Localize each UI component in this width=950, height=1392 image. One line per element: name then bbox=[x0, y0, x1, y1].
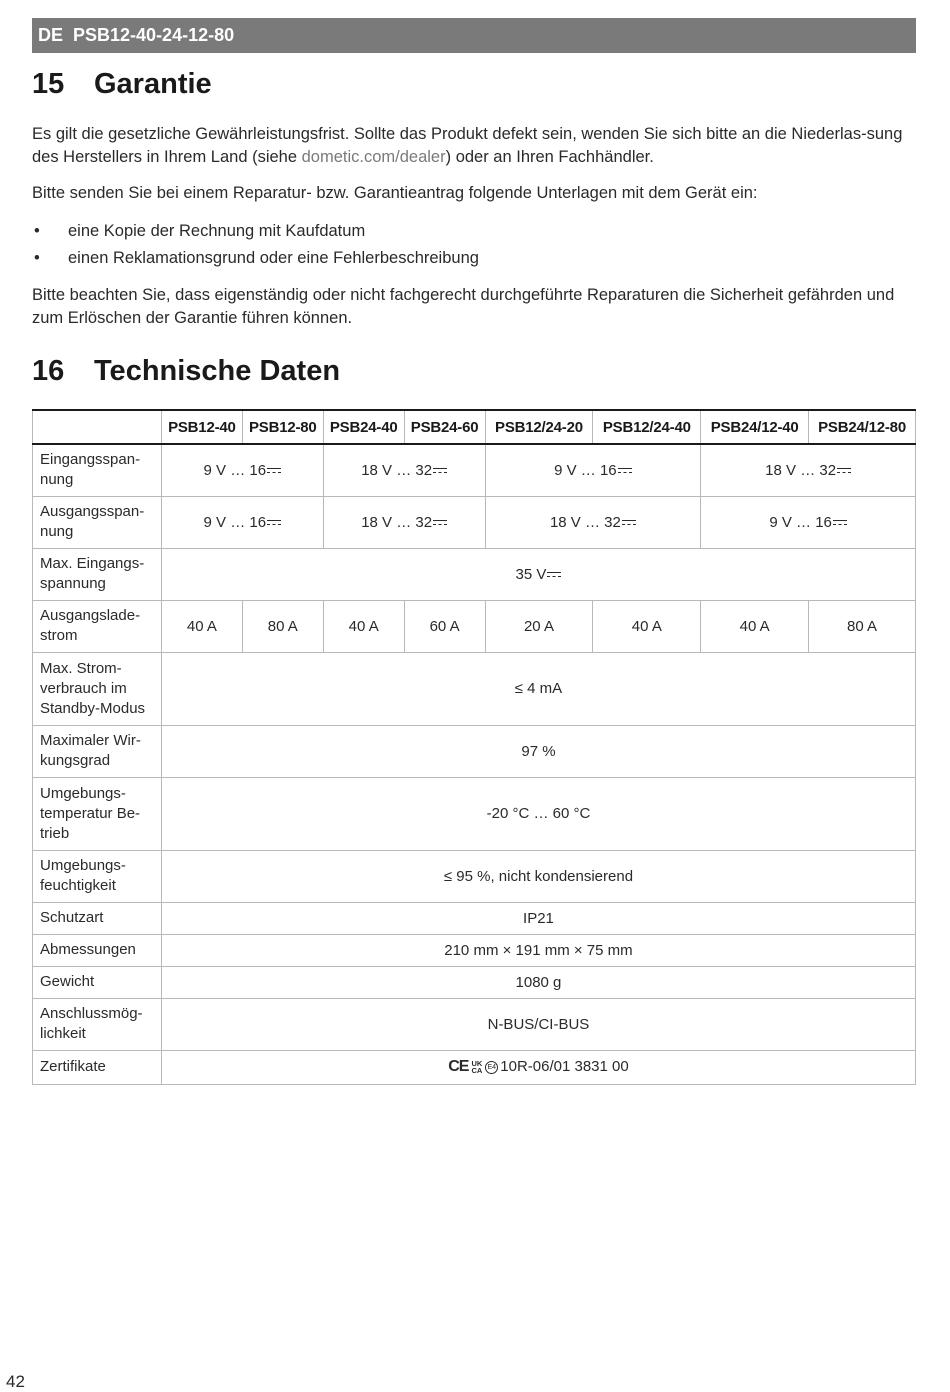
table-row bbox=[33, 444, 916, 496]
table-cell: 80 A bbox=[809, 600, 916, 652]
column-header: PSB12-40 bbox=[161, 410, 242, 444]
cell-value: 9 V … 16 bbox=[203, 461, 267, 479]
certification-marks bbox=[448, 1058, 498, 1076]
table-corner-cell bbox=[33, 410, 162, 444]
document-header-bar bbox=[32, 18, 916, 53]
list-item-text: einen Reklamationsgrund oder eine Fehlerbeschreibung bbox=[68, 249, 479, 267]
cell-value: 9 V … 16 bbox=[203, 513, 267, 531]
column-header: PSB24-60 bbox=[404, 410, 485, 444]
list-item bbox=[32, 220, 479, 247]
bullet-icon: • bbox=[34, 249, 40, 267]
table-row bbox=[33, 496, 916, 548]
certificate-number: 10R-06/01 3831 00 bbox=[500, 1057, 629, 1075]
language-code: DE bbox=[38, 25, 64, 45]
dc-symbol-icon bbox=[267, 467, 281, 475]
section-title: Garantie bbox=[94, 68, 212, 100]
column-header: PSB12/24-40 bbox=[593, 410, 701, 444]
row-label: Abmessungen bbox=[33, 934, 162, 966]
section-title: Technische Daten bbox=[94, 355, 341, 387]
dealer-link[interactable]: dometic.com/dealer bbox=[301, 148, 446, 166]
table-cell bbox=[161, 444, 323, 496]
row-label: Maximaler Wir-kungsgrad bbox=[33, 725, 162, 777]
table-cell: 40 A bbox=[161, 600, 242, 652]
table-header-row bbox=[33, 410, 916, 444]
dc-symbol-icon bbox=[433, 467, 447, 475]
warranty-paragraph-3: Bitte beachten Sie, dass eigenständig oder nicht fachgerecht durchgeführte Reparaturen die Sicherheit gefährden und zum Erlöschen der Garantie führen können. bbox=[32, 286, 895, 327]
table-row bbox=[33, 934, 916, 966]
table-cell bbox=[323, 444, 485, 496]
section-number: 16 bbox=[32, 355, 65, 387]
cell-value: 9 V … 16 bbox=[554, 461, 617, 479]
column-header: PSB24-40 bbox=[323, 410, 404, 444]
row-label: Gewicht bbox=[33, 966, 162, 998]
ukca-bottom: CA bbox=[471, 1066, 483, 1076]
bullet-icon: • bbox=[34, 222, 40, 240]
table-cell: 40 A bbox=[323, 600, 404, 652]
table-cell: 97 % bbox=[161, 725, 915, 777]
list-item bbox=[32, 247, 479, 274]
table-cell: 80 A bbox=[242, 600, 323, 652]
cell-value: 18 V … 32 bbox=[765, 461, 837, 479]
table-cell bbox=[485, 444, 701, 496]
cell-value: 18 V … 32 bbox=[361, 461, 433, 479]
table-cell: -20 °C … 60 °C bbox=[161, 777, 915, 850]
list-item-text: eine Kopie der Rechnung mit Kaufdatum bbox=[68, 222, 366, 240]
row-label: Ausgangslade-strom bbox=[33, 600, 162, 652]
table-cell bbox=[161, 548, 915, 600]
model-name: PSB12-40-24-12-80 bbox=[73, 25, 235, 45]
warranty-text-before-link: Es gilt die gesetzliche Gewährleistungsfrist. Sollte das Produkt defekt sein, wenden Sie sich bitte an die Niederlas-sung des Herstellers in Ihrem Land (siehe bbox=[32, 125, 903, 166]
table-row bbox=[33, 998, 916, 1050]
table-cell: 40 A bbox=[701, 600, 809, 652]
table-cell bbox=[161, 496, 323, 548]
warranty-paragraph-2: Bitte senden Sie bei einem Reparatur- bzw. Garantieantrag folgende Unterlagen mit dem Gerät ein: bbox=[32, 184, 758, 202]
dc-symbol-icon bbox=[837, 467, 851, 475]
row-label: Schutzart bbox=[33, 902, 162, 934]
warranty-paragraph-1 bbox=[32, 123, 912, 169]
table-cell bbox=[701, 444, 916, 496]
row-label: Eingangsspan-nung bbox=[33, 444, 162, 496]
dc-symbol-icon bbox=[267, 519, 281, 527]
ce-mark-icon: CE bbox=[448, 1058, 469, 1076]
cell-value: 18 V … 32 bbox=[549, 513, 621, 531]
table-row bbox=[33, 966, 916, 998]
table-cell bbox=[323, 496, 485, 548]
dc-symbol-icon bbox=[433, 519, 447, 527]
table-row bbox=[33, 652, 916, 725]
table-row bbox=[33, 548, 916, 600]
cell-value: 18 V … 32 bbox=[361, 513, 433, 531]
row-label: Anschlussmög-lichkeit bbox=[33, 998, 162, 1050]
page-number: 42 bbox=[6, 1372, 25, 1391]
dc-symbol-icon bbox=[833, 519, 847, 527]
table-cell: 210 mm × 191 mm × 75 mm bbox=[161, 934, 915, 966]
section-number: 15 bbox=[32, 68, 65, 100]
cell-value: 35 V bbox=[515, 565, 547, 583]
table-cell bbox=[701, 496, 916, 548]
row-label: Umgebungs-temperatur Be-trieb bbox=[33, 777, 162, 850]
cell-value: 9 V … 16 bbox=[769, 513, 832, 531]
dc-symbol-icon bbox=[547, 571, 561, 579]
row-label: Umgebungs-feuchtigkeit bbox=[33, 850, 162, 902]
row-label: Ausgangsspan-nung bbox=[33, 496, 162, 548]
column-header: PSB24/12-40 bbox=[701, 410, 809, 444]
row-label: Max. Eingangs-spannung bbox=[33, 548, 162, 600]
column-header: PSB12-80 bbox=[242, 410, 323, 444]
table-cell: ≤ 95 %, nicht kondensierend bbox=[161, 850, 915, 902]
table-cell bbox=[161, 1050, 915, 1084]
table-row bbox=[33, 850, 916, 902]
section-heading-technical-data bbox=[32, 355, 340, 388]
table-cell: 20 A bbox=[485, 600, 593, 652]
technical-data-table bbox=[32, 409, 916, 1085]
table-cell: 1080 g bbox=[161, 966, 915, 998]
dc-symbol-icon bbox=[618, 467, 632, 475]
column-header: PSB24/12-80 bbox=[809, 410, 916, 444]
row-label: Zertifikate bbox=[33, 1050, 162, 1084]
ukca-mark-icon bbox=[471, 1060, 482, 1074]
e-mark-icon: E4 bbox=[485, 1061, 498, 1074]
table-cell: IP21 bbox=[161, 902, 915, 934]
table-cell: 60 A bbox=[404, 600, 485, 652]
warranty-text-after-link: ) oder an Ihren Fachhändler. bbox=[445, 148, 654, 166]
table-row bbox=[33, 777, 916, 850]
dc-symbol-icon bbox=[622, 519, 636, 527]
table-row bbox=[33, 600, 916, 652]
table-cell: ≤ 4 mA bbox=[161, 652, 915, 725]
section-heading-warranty bbox=[32, 68, 212, 101]
table-cell: 40 A bbox=[593, 600, 701, 652]
table-cell: N-BUS/CI-BUS bbox=[161, 998, 915, 1050]
table-row bbox=[33, 902, 916, 934]
ukca-top: UK bbox=[471, 1059, 483, 1069]
table-row bbox=[33, 725, 916, 777]
table-row bbox=[33, 1050, 916, 1084]
row-label: Max. Strom-verbrauch im Standby-Modus bbox=[33, 652, 162, 725]
table-cell bbox=[485, 496, 701, 548]
column-header: PSB12/24-20 bbox=[485, 410, 593, 444]
document-list bbox=[32, 220, 479, 274]
